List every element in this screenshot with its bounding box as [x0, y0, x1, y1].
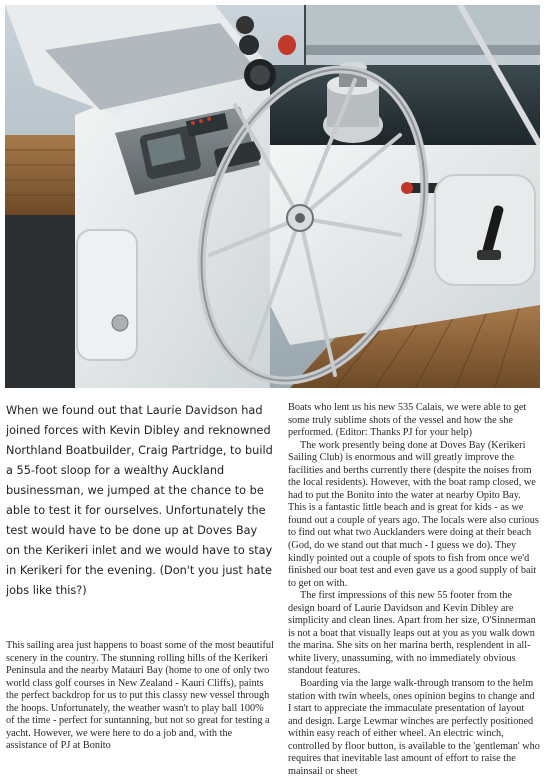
right-column — [288, 402, 540, 778]
right-paragraph-2: The work presently being done at Doves Bay (Kerikeri Sailing Club) is enormous and will greatly improve the facilities and berths currently there (despite the noises from the local residents). However, with the boat ramp closed, we had to put the Bonito into the water at nearby Opito Bay. This is a fantastic little beach and is great for kids - as we found out a couple of years ago. The locals were also curious to find out what two Aucklanders were doing at their beach (God, do we stand out that much - I guess we do). They kindly pointed out a couple of spots to fish from once we'd finished our boat test and even gave us a good supply of bait to get on with. — [288, 439, 539, 589]
right-paragraph-4: Boarding via the large walk-through transom to the helm station with twin wheels, ones opinion begins to change and I start to appreciate the immaculate presentation of layout and design. Large Lewmar winches are perfectly positioned within easy reach of either wheel. An electric winch, controlled by floor button, is available to the 'gentleman' who requires that inevitable last amount of effort to raise the mainsail or sheet — [288, 678, 540, 777]
helm-illustration — [5, 5, 540, 388]
right-paragraph-3: The first impressions of this new 55 footer from the design board of Laurie Davidson and Kevin Dibley are simplicity and clean lines. Apart from her size, O'Sinnerman is not a boat that visually leaps out at you as you walk down the marina. She sits on her marina berth, resplendent in all-white livery, unassuming, with no immediately obvious standout features. — [288, 590, 536, 677]
lead-paragraph: When we found out that Laurie Davidson had joined forces with Kevin Dibley and reknowned Northland Boatbuilder, Craig Partridge, to build a 55-foot sloop for a wealthy Auckland businessman, we jumped at the chance to be able to test it for ourselves. Unfortunately the test would have to be done up at Doves Bay on the Kerikeri inlet and we would have to stay in Kerikeri for the evening. (Don't you just hate jobs like this?) — [6, 404, 273, 597]
right-paragraph-1: Boats who lent us his new 535 Calais, we were able to get some truly sublime shots of the vessel and how the she performed. (Editor: Thanks PJ for your help) — [288, 402, 527, 439]
left-column — [6, 640, 274, 753]
yacht-helm-photo — [5, 5, 540, 388]
left-paragraph-1: This sailing area just happens to boast some of the most beautiful scenery in the country. The stunning rolling hills of the Kerikeri Peninsula and the nearby Matauri Bay (home to one of only two world class golf courses in New Zealand - Kauri Cliffs), paints the perfect backdrop for us to put this classy new vessel through the hoops. Unfortunately, the weather wasn't to play ball 100% of the time - perfect for suntanning, but not so great for testing a yacht. However, we were here to do a job and, with the assistance of PJ at Bonito — [6, 640, 274, 752]
